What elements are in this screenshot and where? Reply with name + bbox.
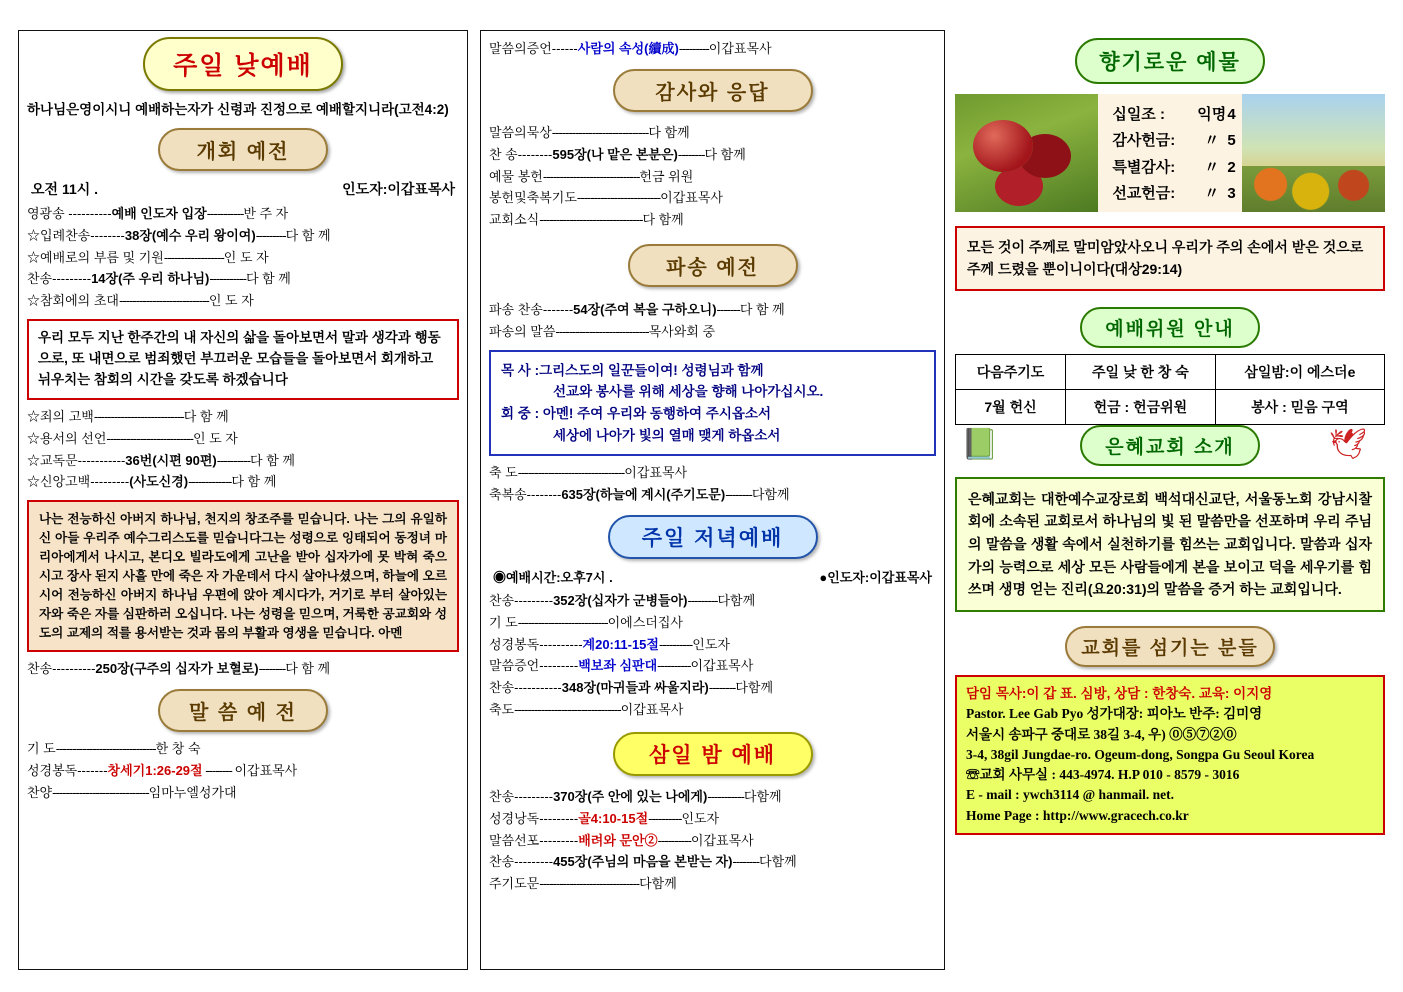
church-introduction: 은혜교회는 대한예수교장로회 백석대신교단, 서울동노회 강남시찰회에 소속된 교회로서 하나님의 빛 된 말씀만을 선포하며 우리 주님의 말씀을 생활 속에서 실천하기를 힘쓰는 교회입니다. 말씀과 십자가의 능력으로 세상 모든 사람들에게 본을 보이고 덕을 세우기를 힘쓰며 생명 얻는 진리(요20:31)의 말씀을 증거 하는 교회입니다. (955, 477, 1385, 612)
order-label: 기 도 (489, 614, 518, 630)
order-right: 다함께 (639, 876, 677, 892)
order-right: 임마누엘성가대 (148, 785, 237, 801)
order-label: ☆예배로의 부름 및 기원 (27, 249, 164, 265)
order-dots: ----------- (209, 271, 246, 287)
order-label: 찬송----------- (489, 680, 562, 696)
order-right: 다 함 께 (245, 271, 291, 287)
order-dots: -------- (725, 486, 752, 502)
order-dots: -------- (202, 763, 235, 779)
order-line (489, 124, 936, 143)
order-dots: --------- (687, 592, 718, 608)
order-mid: 백보좌 심판대 (578, 658, 658, 674)
harvest-photo (1242, 94, 1385, 212)
wednesday-list (489, 788, 936, 894)
order-mid: 사람의 속성(續成) (577, 41, 679, 56)
order-line (27, 452, 459, 471)
order-line (27, 430, 459, 449)
contact-homepage-text[interactable]: Home Page : http://www.gracech.co.kr (966, 807, 1189, 823)
order-line (489, 832, 936, 851)
order-line (489, 657, 936, 676)
order-line (489, 323, 936, 342)
order-right: 다 함께 (642, 212, 684, 228)
order-mid: 348장(마귀들과 싸울지라) (561, 680, 709, 696)
order-dots: ------------------------------ (539, 876, 640, 892)
order-list-2 (27, 408, 459, 492)
order-line (27, 660, 459, 679)
order-list-4 (27, 740, 459, 803)
order-label: ☆신앙고백--------- (27, 474, 130, 490)
order-line (489, 701, 936, 720)
order-dots: --------------------------- (118, 293, 209, 309)
order-dots: --------------------------- (93, 408, 184, 424)
order-dots: ---------------------------- (555, 323, 649, 339)
order-label: 찬송--------- (489, 854, 554, 870)
offering-quote: 모든 것이 주께로 말미암았사오니 우리가 주의 손에서 받은 것으로 주께 드렸을 뿐이니이다(대상29:14) (955, 226, 1385, 291)
order-line (489, 636, 936, 655)
offering-name: 십일조 : (1112, 106, 1165, 123)
order-line (489, 464, 936, 483)
order-label: 말씀의묵상 (489, 124, 552, 140)
order-line (27, 408, 459, 427)
order-line (27, 205, 459, 224)
order-dots: ------------------------------- (539, 212, 643, 228)
order-label: 봉헌및축복기도 (489, 190, 577, 206)
order-mid: 계20:11-15절 (582, 636, 659, 652)
order-line (27, 740, 459, 759)
order-line (489, 788, 936, 807)
dialog-pastor-line: 목 사 :그리스도의 일꾼들이여! 성령님과 함께 (501, 362, 764, 378)
order-label: 찬 송-------- (489, 146, 553, 162)
dialog-congregation-line2: 세상에 나아가 빛의 열매 맺게 하옵소서 (553, 427, 781, 443)
order-right: 인 도 자 (208, 293, 254, 309)
order-right: 다함께 (759, 854, 797, 870)
committee-cell: 다음주기도 (956, 354, 1066, 389)
order-label: ☆용서의 선언 (27, 430, 107, 446)
evening-list (489, 592, 936, 720)
order-right: 다 함 께 (739, 302, 785, 318)
offering-row (1112, 128, 1235, 154)
column-service-continued (480, 30, 945, 970)
confession-invitation-box: 우리 모두 지난 한주간의 내 자신의 삶을 돌아보면서 말과 생각과 행동으로, 또 내면으로 범죄했던 부끄러운 모습들을 돌아보면서 회개하고 뉘우치는 참회의 시간을 갖도록 하겠습니다 (27, 319, 459, 400)
order-right: 다 함 께 (231, 474, 277, 490)
order-mid: 352장(십자가 군병들아) (553, 592, 688, 608)
order-line (489, 211, 936, 230)
order-line (489, 189, 936, 208)
section-sending: 파송 예전 (628, 244, 798, 287)
title-offerings: 향기로운 예물 (1075, 38, 1265, 84)
order-mid: (사도신경) (129, 474, 189, 490)
order-mid: 골4:10-15절 (578, 810, 649, 826)
offering-count: 2 (1227, 158, 1236, 176)
order-right: 헌금 위원 (639, 168, 694, 184)
order-label: 파송의 말씀 (489, 323, 556, 339)
order-right: 다함께 (751, 486, 790, 502)
order-right: 이갑표목사 (624, 465, 688, 481)
committee-cell: 주일 낮 한 창 숙 (1066, 354, 1216, 389)
order-dots: ------------------------------ (55, 741, 156, 757)
apostles-creed-box: 나는 전능하신 아버지 하나님, 천지의 창조주를 믿습니다. 나는 그의 유일하신 아들 우리주 예수그리스도를 믿습니다그는 성령으로 잉태되어 동정녀 마리아에게서 나시고, 본디오 빌라도에게 고난을 받아 십자가에 못 박혀 죽으시고 장사 된지 사흘 만에 죽은 자 가운데서 다시 살아나셨으며, 하늘에 오르시어 전능하신 아버지 하나님 우편에 앉아 계시다가, 거기로 부터 살아있는 자와 죽은 자를 심판하러 오십니다. 나는 성령을 믿으며, 거룩한 공교회와 성도의 교제의 적를 용서받는 것과 몸의 부활과 영생을 믿습니다. 아멘 (27, 500, 459, 652)
order-dots: --------- (678, 41, 709, 56)
order-right: 반 주 자 (243, 205, 289, 221)
order-line (27, 270, 459, 289)
bible-icon: 📗 (961, 427, 999, 461)
order-right: 다함께 (717, 592, 756, 608)
order-line (489, 486, 936, 505)
order-line (27, 784, 459, 803)
offering-count: 4 (1227, 106, 1236, 123)
order-label: 축 도 (489, 465, 518, 481)
order-right: 다함께 (735, 680, 774, 696)
offering-name: 특별감사: (1112, 158, 1176, 176)
section-sunday-evening: 주일 저녁예배 (608, 515, 818, 559)
evening-head (493, 567, 932, 586)
contact-staff: 담임 목사:이 갑 표. 심방, 상담 : 한창숙. 교육: 이지영 (966, 686, 1273, 702)
offering-donor: 〃 (1204, 132, 1220, 150)
order-line (27, 249, 459, 268)
offering-row (1112, 102, 1235, 128)
order-right: 다 함께 (648, 124, 690, 140)
sending-list (489, 301, 936, 342)
order-right: 이갑표목사 (708, 41, 772, 56)
dove-icon: 🕊 (1328, 427, 1367, 461)
order-dots: ------- (716, 302, 740, 318)
contact-pastor-en: Pastor. Lee Gab Pyo 성가대장: 피아노 반주: 김미영 (966, 706, 1263, 722)
order-right: 다 함 께 (250, 452, 295, 468)
order-list-1 (27, 205, 459, 311)
column-sunday-morning (18, 30, 468, 970)
order-line (489, 40, 936, 59)
order-label: 찬송--------- (489, 788, 554, 804)
order-label: 축도 (489, 702, 515, 718)
order-right: 다함께 (743, 788, 782, 804)
offering-amounts (1098, 94, 1241, 212)
order-label: 주기도문 (489, 876, 540, 892)
service-leader: 인도자:이갑표목사 (342, 180, 455, 197)
order-label: 성경봉독---------- (489, 636, 583, 652)
order-line (27, 473, 459, 492)
title-committee: 예배위원 안내 (1080, 307, 1260, 348)
benediction-list (489, 464, 936, 505)
committee-cell: 삼일밤:이 에스더e (1215, 354, 1384, 389)
order-mid: 36번(시편 90편) (125, 452, 217, 468)
order-dots: -------- (258, 661, 286, 677)
order-mid: 14장(주 우리 하나님) (91, 271, 210, 287)
order-mid: 635장(하늘에 계시(주기도문) (561, 486, 726, 502)
order-right: 다 함 께 (285, 227, 331, 243)
order-right: 이갑표목사 (234, 763, 298, 779)
offering-list (1098, 94, 1241, 212)
order-dots: ---------- (657, 832, 691, 848)
column-info (955, 20, 1385, 970)
order-line (489, 592, 936, 611)
order-dots: -------- (677, 146, 705, 162)
order-dots: --------- (255, 227, 286, 243)
order-right: 다 함 께 (285, 661, 331, 677)
order-dots: -------- (708, 680, 736, 696)
title-sunday-morning: 주일 낮예배 (143, 37, 343, 91)
offering-name: 감사헌금: (1112, 132, 1176, 150)
order-label: ☆입례찬송-------- (27, 227, 125, 243)
order-mid: 455장(주님의 마음을 본받는 자) (553, 854, 733, 870)
order-label: ☆참회에의 초대 (27, 293, 119, 309)
offering-row (1112, 181, 1235, 207)
order-label: 말씀선포--------- (489, 832, 579, 848)
order-dots: -------------------------- (106, 430, 193, 446)
order-dots: ---------- (657, 658, 691, 674)
offering-donor: 〃 (1204, 184, 1220, 202)
order-right: 인 도 자 (192, 430, 238, 446)
section-wednesday: 삼일 밤 예배 (613, 732, 813, 776)
order-label: 찬양 (27, 785, 53, 801)
order-label: 교회소식 (489, 212, 540, 228)
evening-time: ◉예배시간:오후7시 . (493, 569, 613, 585)
order-right: 목사와회 중 (648, 323, 716, 339)
order-dots: -------------------------------- (517, 465, 625, 481)
order-mid: 250장(구주의 십자가 보혈로) (95, 661, 259, 677)
evening-leader: ●인도자:이갑표목사 (819, 569, 932, 585)
order-mid: 배려와 문안② (578, 832, 658, 848)
dialog-pastor-line2: 선교와 봉사를 위해 세상을 향해 나아가십시오. (553, 384, 824, 400)
order-label: 기 도 (27, 741, 56, 757)
title-staff: 교회를 섬기는 분들 (1065, 626, 1275, 667)
order-label: 말씀의증언------ (489, 41, 578, 56)
plum-photo (955, 94, 1098, 212)
order-right: 이갑표목사 (690, 658, 754, 674)
order-right: 이에스더집사 (607, 614, 683, 630)
order-right: 이갑표목사 (620, 702, 684, 718)
order-dots: -------------------------------- (514, 702, 621, 718)
committee-cell: 헌금 : 헌금위원 (1066, 389, 1216, 424)
order-right: 다 함 께 (183, 408, 229, 424)
order-label: 파송 찬송------- (489, 302, 574, 318)
order-line (489, 168, 936, 187)
verse-text: 하나님은영이시니 예배하는자가 신령과 진정으로 예배할지니라(고전4:2) (27, 102, 449, 117)
order-right: 인도자 (681, 810, 720, 826)
order-label: 예물 봉헌 (489, 168, 543, 184)
order-mid: 38장(예수 우리 왕이여) (124, 227, 256, 243)
committee-table (955, 354, 1385, 425)
order-line (489, 679, 936, 698)
order-right: 인 도 자 (223, 249, 269, 265)
contact-address-en: 3-4, 38gil Jungdae-ro. Ogeum-dong, Songpa Gu Seoul Korea (966, 746, 1315, 762)
order-mid: 595장(나 맡은 본분은) (552, 146, 678, 162)
order-label: 축복송-------- (489, 486, 562, 502)
contact-homepage[interactable] (966, 806, 1374, 826)
table-row (956, 389, 1385, 424)
order-label: 찬송--------- (27, 271, 92, 287)
order-right: 한 창 숙 (155, 741, 201, 757)
order-dots: ------------------ (163, 249, 224, 265)
contact-address-kr: 서울시 송파구 중대로 38길 3-4, 우) ⓪⑤⑦②⓪ (966, 726, 1237, 742)
order-dots: ---------- (648, 810, 682, 826)
order-label: 영광송 ---------- (27, 205, 112, 221)
order-line (489, 853, 936, 872)
offering-count: 5 (1227, 132, 1236, 150)
order-right: 이갑표목사 (690, 832, 754, 848)
decoration-row (955, 425, 1385, 469)
order-mid: 창세기1:26-29절 (107, 763, 203, 779)
order-dots: ----------- (707, 788, 744, 804)
offering-donor: 〃 (1204, 158, 1220, 176)
order-line (489, 301, 936, 320)
table-row (956, 354, 1385, 389)
committee-cell: 봉사 : 믿음 구역 (1215, 389, 1384, 424)
order-right: 인도자 (692, 636, 730, 652)
order-line (27, 762, 459, 781)
order-mid: 54장(주여 복을 구하오니) (573, 302, 717, 318)
offering-donor: 익명 (1197, 106, 1227, 123)
contact-block (955, 675, 1385, 835)
dialog-congregation-line: 회 중 : 아멘! 주여 우리와 동행하여 주시옵소서 (501, 405, 771, 421)
order-mid: 예배 인도자 입장 (111, 205, 207, 221)
order-label: 찬송---------- (27, 661, 96, 677)
order-line (489, 614, 936, 633)
order-label: ☆죄의 고백 (27, 408, 94, 424)
offering-count: 3 (1227, 184, 1236, 202)
order-right: 다 함께 (704, 146, 746, 162)
order-dots: ------------------------- (576, 190, 661, 206)
order-mid: 370장(주 안에 있는 나에게) (553, 788, 708, 804)
order-right: 이갑표목사 (660, 190, 723, 206)
offering-row (1112, 155, 1235, 181)
offering-photo-row (955, 94, 1385, 212)
order-label: 찬송--------- (489, 592, 554, 608)
sending-dialog-box (489, 350, 936, 456)
order-dots: -------- (732, 854, 760, 870)
order-dots: ----------------------------- (542, 168, 640, 184)
offering-name: 선교헌금: (1112, 184, 1176, 202)
order-label: ☆교독문----------- (27, 452, 126, 468)
order-dots: ------------- (188, 474, 232, 490)
service-time-row (31, 179, 455, 199)
section-thanksgiving: 감사와 응답 (613, 69, 813, 112)
order-dots: ---------- (658, 636, 693, 652)
order-label: 성경낭독--------- (489, 810, 579, 826)
committee-cell: 7월 헌신 (956, 389, 1066, 424)
order-dots: ----------- (206, 205, 244, 221)
order-label: 말씀증언--------- (489, 658, 579, 674)
section-word: 말 씀 예 전 (158, 689, 328, 732)
order-line (489, 875, 936, 894)
order-line (27, 227, 459, 246)
order-line (489, 146, 936, 165)
order-line (489, 810, 936, 829)
contact-email: E - mail : ywch3114 @ hanmail. net. (966, 787, 1174, 803)
contact-phone: ☏교회 사무실 : 443-4974. H.P 010 - 8579 - 3016 (966, 767, 1240, 783)
title-church-intro: 은혜교회 소개 (1080, 425, 1260, 466)
thanks-list (489, 124, 936, 230)
section-opening: 개회 예전 (158, 128, 328, 171)
order-dots: ----------------------------- (52, 785, 149, 801)
service-time: 오전 11시 . (31, 180, 99, 197)
order-label: 성경봉독------- (27, 763, 108, 779)
order-dots: ----------------------------- (551, 124, 649, 140)
order-line (27, 292, 459, 311)
order-dots: ---------- (216, 452, 251, 468)
order-dots: --------------------------- (517, 614, 608, 630)
